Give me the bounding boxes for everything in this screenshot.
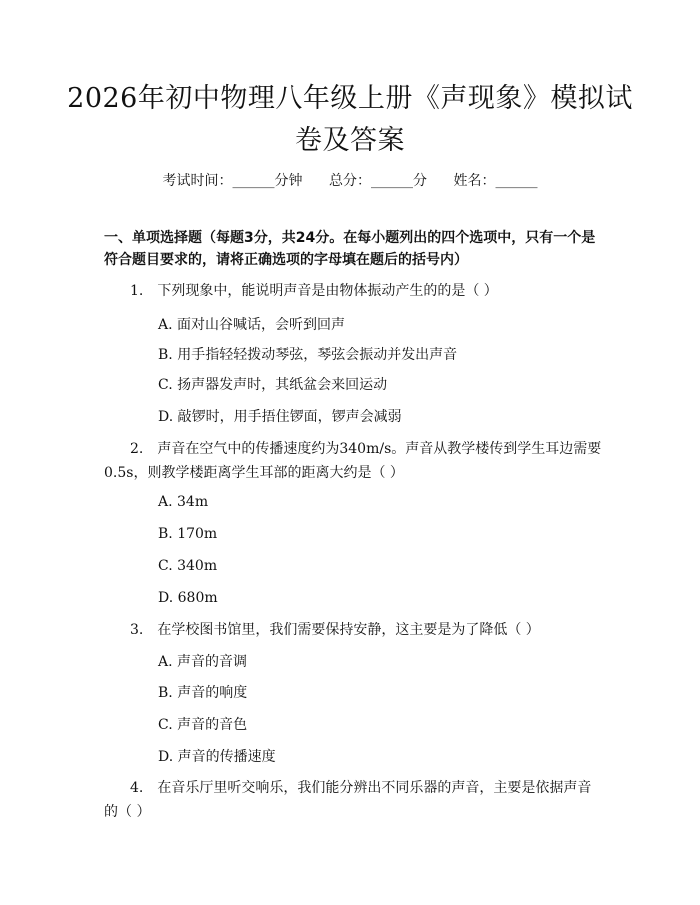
question-option: B. 170m (158, 526, 218, 542)
question-option: C. 340m (158, 558, 218, 574)
question-option: B. 用手指轻轻拨动琴弦，琴弦会振动并发出声音 (158, 347, 458, 363)
question-stem: 3. 在学校图书馆里，我们需要保持安静，这主要是为了降低（ ） (130, 622, 540, 638)
student-name-field: 姓名：______ (453, 173, 538, 189)
question-option: D. 680m (158, 590, 218, 606)
page-title: 2026年初中物理八年级上册《声现象》模拟试卷及答案 (67, 83, 633, 156)
question-option: D. 声音的传播速度 (158, 749, 276, 765)
question-stem: 4. 在音乐厅里听交响乐，我们能分辨出不同乐器的声音，主要是依据声音的（ ） (104, 780, 592, 820)
exam-time-field: 考试时间：______分钟 (162, 173, 303, 189)
question-option: C. 声音的音色 (158, 717, 248, 733)
question-option: A. 面对山谷喊话，会听到回声 (158, 317, 346, 333)
question-stem: 1. 下列现象中，能说明声音是由物体振动产生的的是（ ） (130, 283, 498, 299)
question-option: A. 34m (158, 494, 209, 510)
question-option: B. 声音的响度 (158, 685, 248, 701)
section-heading: 一、单项选择题（每题3分，共24分。在每小题列出的四个选项中，只有一个是符合题目要求的，请将正确选项的字母填在题后的括号内） (104, 230, 596, 268)
question-option: D. 敲锣时，用手捂住锣面，锣声会减弱 (158, 409, 402, 425)
question-option: C. 扬声器发声时，其纸盆会来回运动 (158, 377, 388, 393)
question-stem: 2. 声音在空气中的传播速度约为340m/s。声音从教学楼传到学生耳边需要0.5s，则教学楼距离学生耳部的距离大约是（ ） (104, 441, 602, 481)
total-score-field: 总分：______分 (329, 173, 427, 189)
question-option: A. 声音的音调 (158, 654, 248, 670)
exam-info-line (0, 170, 700, 190)
